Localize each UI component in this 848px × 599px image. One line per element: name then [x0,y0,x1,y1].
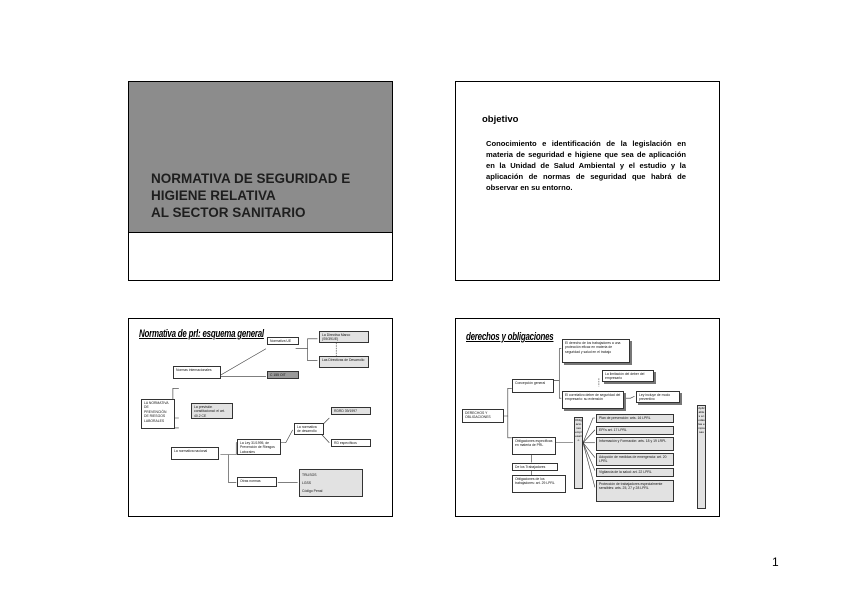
box-nacional: La normativa nacional [171,447,219,460]
slide-title-heading [151,170,350,221]
box-rd-especificos: RD específicos [331,439,371,447]
box-ley-31: La Ley 31/1995, de Prevención de Riesgos Laborales [237,439,281,455]
slide-derechos-obligaciones [455,318,720,517]
box-informacion: Información y Formación: arts. 18 y 19 LRPL [596,437,674,451]
box-proteccion: Protección de trabajadores especialmente sensibles: arts. 25, 27 y 28 LPRL [596,480,674,502]
box-internacionales: Normas internacionales [173,366,221,379]
item-lgss: LGSS [302,481,312,485]
objetivo-body: Conocimiento e identificación de la legislación en materia de seguridad e higiene que sea de aplicación en la Unidad de Salud Ambiental y el estudio y la aplicación de normas de seguridad que habrá de observar en su entorno. [486,139,686,192]
box-directiva-marco: La Directiva Marco (S9/391/E) [319,331,369,343]
slide-title [128,81,393,281]
box-medidas: Adopción de medidas de emergencia: art. 20 LPRL [596,453,674,466]
box-epis: EPI's art. 17 LPRL [596,426,674,435]
box-prevision: La previsión constitucional: el art. 40.2 CE [191,403,233,419]
slide-objetivo [455,81,720,281]
box-otras-normas: Otras normas [237,477,277,487]
box-deber-empresario: La limitación del deber del empresario [602,370,654,382]
box-normas-desarrollo: La normativa de desarrollo [294,423,324,435]
vertical-aplicables: Aplicables a todas las empresas [697,405,706,509]
box-rd: RDRD 39/1997 [331,407,371,415]
box-vigilancia: Vigilancia de la salud: art. 22 LPRL [596,468,674,477]
box-trabajadores: De los Trabajadores [512,463,558,471]
slide-esquema-general [128,318,393,517]
objetivo-heading: objetivo [482,114,519,125]
title-line-2: HIGIENE RELATIVA [151,188,276,203]
item-trleiss: TRLISOS [302,473,317,477]
title-line-1: NORMATIVA DE SEGURIDAD E [151,171,351,186]
box-ley-incluye: Ley incluye de modo preventivo [636,391,680,403]
box-derecho-trabajadores: El derecho de los trabajadores a una protección eficaz en materia de seguridad y salud en el trabajo [562,339,630,363]
esquema-title: Normativa de prl: esquema general [139,328,264,340]
box-obligaciones-trabajadores: Obligaciones de los trabajadores: art. 29 LPRL [512,475,566,493]
title-line-3: AL SECTOR SANITARIO [151,205,306,220]
box-plan: Plan de prevención: arts. 16 LPRL [596,414,674,423]
box-otras-lista [299,469,363,497]
box-normativa-ue: Normativa UE [267,337,299,345]
box-deber-correlativo: El correlativo deber de seguridad del empresario: su extensión [562,391,624,409]
box-root: DERECHOS Y OBLIGACIONES [462,409,504,423]
item-codigo-penal: Código Penal [302,489,323,493]
box-oit: C 155 OIT [267,371,299,379]
box-root: LA NORMATIVA DE PREVENCIÓN DE RIESGOS LABORALES [141,399,175,429]
derechos-title: derechos y obligaciones [466,331,554,343]
box-concepcion: Concepción general [512,379,554,393]
page-number: 1 [772,555,779,569]
vertical-obligaciones-empresario: Obligaciones empresario [574,417,583,489]
box-obligaciones: Obligaciones específicas en materia de PRL [512,437,556,455]
box-directivas-desarrollo: Las Directivas de Desarrollo [319,356,369,368]
